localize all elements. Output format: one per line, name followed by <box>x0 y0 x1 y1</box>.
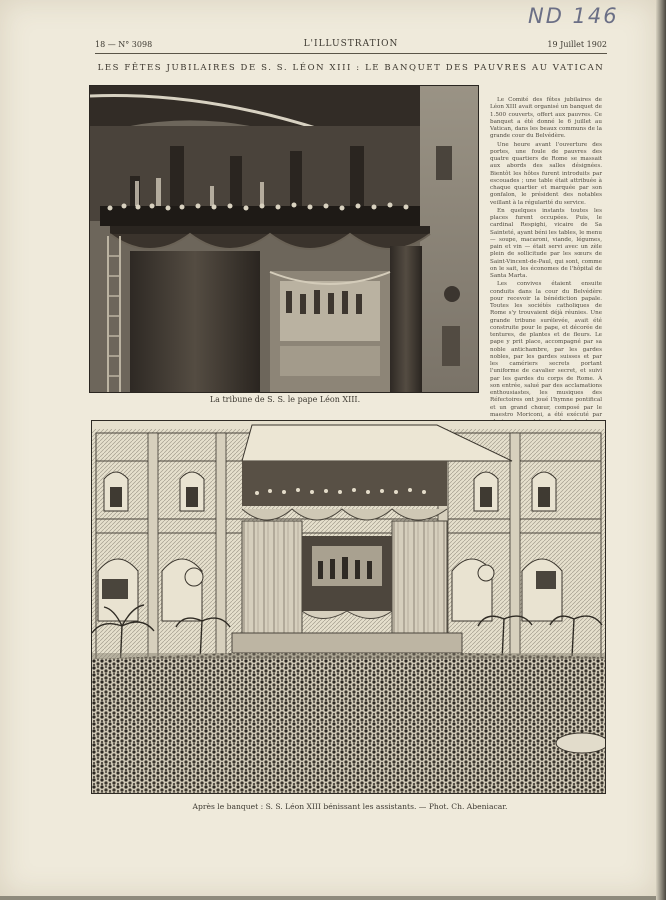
courtyard-engraving <box>91 420 606 794</box>
handwritten-catalog-note: ND 146 <box>528 4 619 28</box>
article-paragraph: Les convives étaient ensuite conduits dans la cour du Belvédère pour recevoir la bénédiction papale. Toutes les sociétés catholiques de Rome s'y trouvaient déjà réunies. Une grande tribune surélevée, avait été construite pour le pape, et décorée de tentures, de plantes et de fleurs. Le pape y prit place, accompagné par sa noble antichambre, par les gardes nobles, par les gardes suisses et par les camériers secrets portant l'uniforme de cavalier secret, et suivi par les gardes du corps de Rome. À son entrée, salué par des acclamations enthousiastes, les musiques des Réfectoires ont joué l'hymne pontifical et un grand chœur, composé par le maestro Moriconi, a été exécuté par <box>490 281 602 418</box>
engraving-caption: Après le banquet : S. S. Léon XIII bénissant les assistants. — Phot. Ch. Abeniacar. <box>192 802 508 811</box>
header-rule <box>95 53 607 54</box>
article-title: LES FÊTES JUBILAIRES DE S. S. LÉON XIII : LE BANQUET DES PAUVRES AU VATICAN <box>97 63 605 73</box>
courtyard-benediction-illustration <box>92 421 605 793</box>
article-paragraph: Une heure avant l'ouverture des portes, une foule de pauvres des quatre quartiers de Rome se massait aux abords des salles désignées. Bientôt les hôtes furent introduits par escouades ; une table était attribuée à chaque quartier et marquée par son gonfalon, le président des notables veillant à la régularité du service. <box>490 141 602 206</box>
page-edge-shadow <box>656 0 666 900</box>
article-paragraph: En quelques instants toutes les places furent occupées. Puis, le cardinal Respighi, vicaire de Sa Sainteté, ayant béni les tables, le menu — soupe, macaroni, viande, légumes, pain et vin — était servi avec un zèle plein de sollicitude par les sœurs de Saint-Vincent-de-Paul, qui sont, comme on le sait, les économes de l'hôpital de Santa Marta. <box>490 207 602 279</box>
article-body <box>490 97 602 456</box>
running-head <box>95 38 607 52</box>
journal-title: L'ILLUSTRATION <box>303 39 399 49</box>
page-number: 18 — N° 3098 <box>95 40 153 49</box>
papal-tribune-illustration <box>90 86 478 392</box>
papal-tribune-photo <box>89 85 479 393</box>
article-paragraph: Le Comité des fêtes jubilaires de Léon XIII avait organisé un banquet de 1.500 couverts, offert aux pauvres. Ce banquet a été donné le 6 juillet au Vatican, dans les beaux communs de la grande cour du Belvédère. <box>490 97 602 140</box>
issue-date: 19 Juillet 1902 <box>547 40 607 49</box>
photo-caption: La tribune de S. S. le pape Léon XIII. <box>209 395 361 404</box>
